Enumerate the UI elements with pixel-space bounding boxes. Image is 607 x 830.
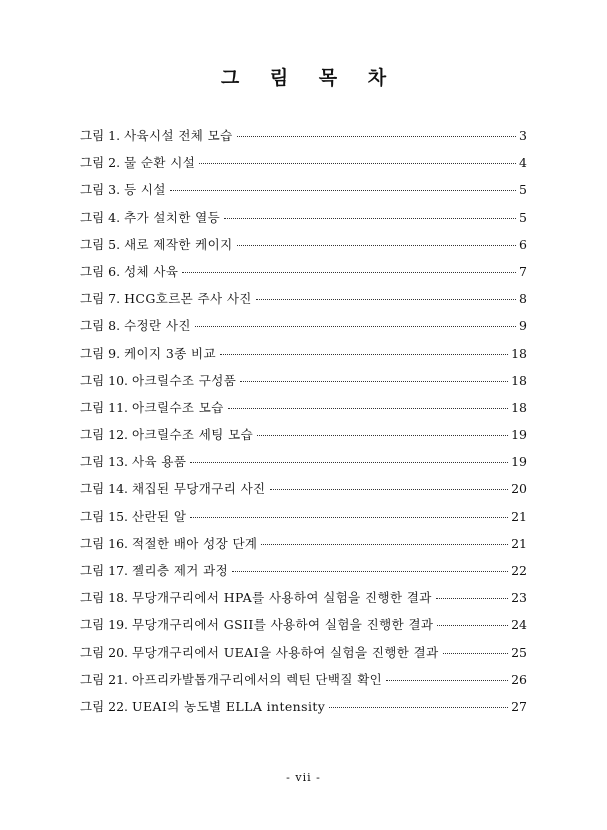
figure-caption: 추가 설치한 열등 xyxy=(124,209,221,225)
toc-entry[interactable] xyxy=(80,344,527,371)
figure-number: 그림 5. xyxy=(80,236,121,252)
page-number: 20 xyxy=(511,481,527,497)
page-number: 25 xyxy=(511,644,527,660)
figure-caption: 아프리카발톱개구리에서의 렉틴 단백질 확인 xyxy=(132,671,383,687)
page-number: 4 xyxy=(519,155,527,171)
page-number-footer: - vii - xyxy=(286,771,321,784)
dot-leader xyxy=(437,625,508,626)
figure-caption: 무당개구리에서 HPA를 사용하여 실험을 진행한 결과 xyxy=(132,590,432,606)
page-number: 23 xyxy=(511,590,527,606)
figure-caption: 수정란 사진 xyxy=(124,318,191,334)
figure-list xyxy=(80,126,527,724)
toc-entry[interactable] xyxy=(80,534,527,561)
dot-leader xyxy=(224,218,516,219)
toc-entry[interactable] xyxy=(80,643,527,670)
figure-number: 그림 2. xyxy=(80,155,121,171)
dot-leader xyxy=(257,435,508,436)
dot-leader xyxy=(199,163,516,164)
figure-number: 그림 8. xyxy=(80,318,121,334)
toc-entry[interactable] xyxy=(80,425,527,452)
figure-caption: 성체 사육 xyxy=(124,263,179,279)
dot-leader xyxy=(228,408,508,409)
dot-leader xyxy=(237,245,516,246)
figure-caption: 물 순환 시설 xyxy=(124,155,196,171)
figure-number: 그림 16. xyxy=(80,535,129,551)
toc-entry[interactable] xyxy=(80,670,527,697)
toc-entry[interactable] xyxy=(80,208,527,235)
figure-caption: 채집된 무당개구리 사진 xyxy=(132,481,266,497)
figure-caption: 무당개구리에서 UEAI을 사용하여 실험을 진행한 결과 xyxy=(132,644,439,660)
figure-caption: 아크릴수조 세팅 모습 xyxy=(132,427,254,443)
toc-entry[interactable] xyxy=(80,180,527,207)
page-number: 21 xyxy=(511,508,527,524)
figure-number: 그림 17. xyxy=(80,563,129,578)
page-number: 22 xyxy=(511,563,527,578)
toc-entry[interactable] xyxy=(80,507,527,534)
dot-leader xyxy=(443,653,508,654)
dot-leader xyxy=(261,544,508,545)
page-number: 18 xyxy=(511,345,527,361)
toc-entry[interactable] xyxy=(80,153,527,180)
figure-caption: 사육시설 전체 모습 xyxy=(124,128,233,143)
page-number: 5 xyxy=(519,182,527,198)
dot-leader xyxy=(256,299,516,300)
toc-entry[interactable] xyxy=(80,126,527,153)
dot-leader xyxy=(190,462,508,463)
dot-leader xyxy=(237,136,516,137)
figure-caption: 무당개구리에서 GSII를 사용하여 실험을 진행한 결과 xyxy=(132,617,434,633)
dot-leader xyxy=(232,571,508,572)
page-number: 27 xyxy=(511,698,527,714)
page-number: 18 xyxy=(511,399,527,415)
figure-number: 그림 4. xyxy=(80,209,121,225)
toc-entry[interactable] xyxy=(80,289,527,316)
dot-leader xyxy=(170,190,516,191)
dot-leader xyxy=(329,707,508,708)
figure-number: 그림 19. xyxy=(80,617,129,633)
figure-number: 그림 1. xyxy=(80,128,121,143)
figure-number: 그림 18. xyxy=(80,590,129,606)
dot-leader xyxy=(220,354,508,355)
page-number: 19 xyxy=(511,427,527,443)
page-number: 26 xyxy=(511,671,527,687)
page-number: 7 xyxy=(519,263,527,279)
toc-entry[interactable] xyxy=(80,561,527,588)
page-number: 6 xyxy=(519,236,527,252)
figure-caption: 적절한 배아 성장 단계 xyxy=(132,535,258,551)
page-number: 24 xyxy=(511,617,527,633)
toc-entry[interactable] xyxy=(80,235,527,262)
figure-number: 그림 11. xyxy=(80,399,129,415)
toc-entry[interactable] xyxy=(80,697,527,724)
figure-caption: HCG호르몬 주사 사진 xyxy=(124,291,252,307)
figure-number: 그림 9. xyxy=(80,345,121,361)
figure-number: 그림 13. xyxy=(80,454,129,470)
figure-number: 그림 12. xyxy=(80,427,129,443)
toc-entry[interactable] xyxy=(80,398,527,425)
page-title: 그 림 목 차 xyxy=(220,67,399,89)
figure-number: 그림 7. xyxy=(80,291,121,307)
figure-caption: 사육 용품 xyxy=(132,454,187,470)
dot-leader xyxy=(270,489,509,490)
toc-entry[interactable] xyxy=(80,262,527,289)
figure-caption: 등 시설 xyxy=(124,182,166,198)
page-number: 19 xyxy=(511,454,527,470)
toc-entry[interactable] xyxy=(80,452,527,479)
toc-entry[interactable] xyxy=(80,479,527,506)
page-number: 8 xyxy=(519,291,527,307)
figure-number: 그림 21. xyxy=(80,671,129,687)
figure-caption: 산란된 알 xyxy=(132,508,187,524)
toc-entry[interactable] xyxy=(80,588,527,615)
toc-entry[interactable] xyxy=(80,316,527,343)
dot-leader xyxy=(386,680,508,681)
page-number: 21 xyxy=(511,535,527,551)
figure-caption: UEAI의 농도별 ELLA intensity xyxy=(132,698,326,714)
figure-number: 그림 20. xyxy=(80,644,129,660)
dot-leader xyxy=(190,517,508,518)
figure-caption: 새로 제작한 케이지 xyxy=(124,236,233,252)
figure-number: 그림 10. xyxy=(80,372,129,388)
dot-leader xyxy=(240,381,508,382)
dot-leader xyxy=(436,598,508,599)
figure-number: 그림 6. xyxy=(80,263,121,279)
figure-number: 그림 3. xyxy=(80,182,121,198)
toc-entry[interactable] xyxy=(80,371,527,398)
page-number: 3 xyxy=(519,128,527,143)
figure-number: 그림 14. xyxy=(80,481,129,497)
figure-caption: 케이지 3종 비교 xyxy=(124,345,217,361)
figure-caption: 젤리층 제거 과정 xyxy=(132,563,229,578)
toc-entry[interactable] xyxy=(80,615,527,642)
figure-caption: 아크릴수조 모습 xyxy=(132,399,224,415)
page-number: 18 xyxy=(511,372,527,388)
dot-leader xyxy=(195,326,516,327)
dot-leader xyxy=(182,272,516,273)
figure-caption: 아크릴수조 구성품 xyxy=(132,372,237,388)
page-number: 5 xyxy=(519,209,527,225)
figure-number: 그림 15. xyxy=(80,508,129,524)
figure-number: 그림 22. xyxy=(80,698,129,714)
page-number: 9 xyxy=(519,318,527,334)
